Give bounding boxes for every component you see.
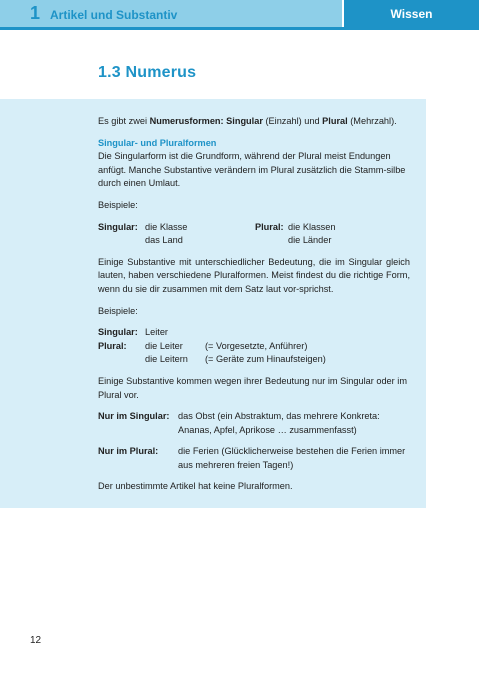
only-singular-text: das Obst (ein Abstraktum, das mehrere Konkreta: Ananas, Apfel, Aprikose … zusammenfasst) xyxy=(178,411,380,435)
plural-note: (= Vorgesetzte, Anführer) xyxy=(205,340,308,351)
plural-label: Plural: xyxy=(255,221,284,232)
intro-text-5: (Mehrzahl). xyxy=(347,116,397,126)
examples2-row xyxy=(98,326,410,340)
examples2-label: Beispiele: xyxy=(98,305,138,316)
singular-label: Singular: xyxy=(98,327,138,338)
header-bar xyxy=(0,0,479,30)
only-plural-text: die Ferien (Glücklicherweise bestehen die Ferien immer aus mehreren freien Tagen!) xyxy=(178,446,406,470)
section-heading: 1.3 Numerus xyxy=(98,64,197,81)
examples1-row xyxy=(98,234,410,248)
header-divider xyxy=(0,27,479,30)
examples1-label: Beispiele: xyxy=(98,199,138,210)
examples2-row xyxy=(98,353,410,367)
intro-paragraph xyxy=(98,115,410,129)
intro-text-2: Numerusformen: Singular xyxy=(149,116,263,126)
wissen-tab: Wissen xyxy=(344,0,479,27)
singular-word: das Land xyxy=(145,235,183,246)
chapter-number: 1 xyxy=(30,3,41,23)
only-singular-row xyxy=(98,410,410,437)
only-singular-label: Nur im Singular: xyxy=(98,411,170,422)
intro-text-1: Es gibt zwei xyxy=(98,116,150,126)
singular-label: Singular: xyxy=(98,221,138,232)
examples1-row xyxy=(98,221,410,235)
multi-forms-paragraph: Einige Substantive mit unterschiedlicher Bedeutung, die im Singular gleich lauten, haben verschiedene Pluralformen. Meist findest du die richtige Form, wenn du sie dir zusammen mit dem Satz laut vor-sprichst. xyxy=(98,256,410,294)
plural-word: die Klassen xyxy=(288,221,336,232)
intro-text-4: Plural xyxy=(322,116,348,126)
singular-word: Leiter xyxy=(145,327,168,338)
plural-label: Plural: xyxy=(98,340,127,351)
chapter-title: Artikel und Substantiv xyxy=(50,8,178,22)
only-forms-paragraph: Einige Substantive kommen wegen ihrer Bedeutung nur im Singular oder im Plural vor. xyxy=(98,375,407,400)
singular-word: die Klasse xyxy=(145,221,188,232)
content xyxy=(98,115,410,494)
forms-subheading: Singular- und Pluralformen xyxy=(98,137,217,148)
only-plural-row xyxy=(98,445,410,472)
closing-paragraph: Der unbestimmte Artikel hat keine Pluralformen. xyxy=(98,481,293,492)
examples2-row xyxy=(98,340,410,354)
plural-word: die Länder xyxy=(288,235,332,246)
intro-text-3: (Einzahl) und xyxy=(262,116,323,126)
page-number: 12 xyxy=(30,635,42,646)
only-plural-label: Nur im Plural: xyxy=(98,446,159,457)
plural-word: die Leiter xyxy=(145,340,183,351)
forms-paragraph: Die Singularform ist die Grundform, während der Plural meist Endungen anfügt. Manche Substantive verändern im Plural zusätzlich die Stamm-silbe durch einen Umlaut. xyxy=(98,151,406,189)
plural-word: die Leitern xyxy=(145,354,188,365)
plural-note: (= Geräte zum Hinaufsteigen) xyxy=(205,354,326,365)
